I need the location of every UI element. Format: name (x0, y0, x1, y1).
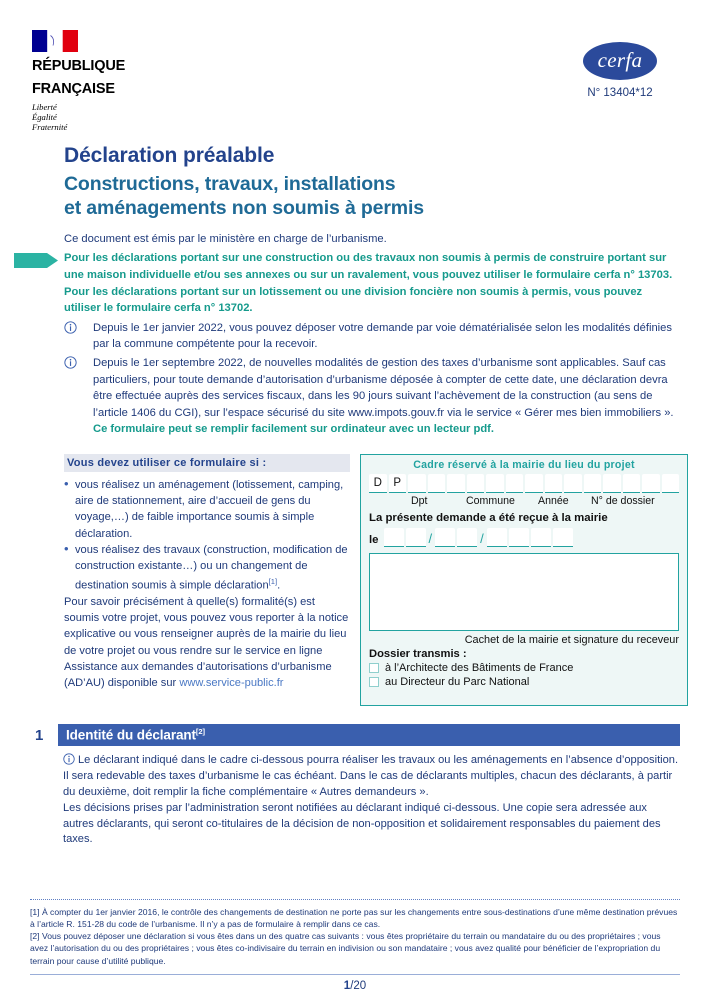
intro-note (64, 320, 680, 353)
intro-block (0, 231, 710, 438)
footnote-ref-1: [1] (268, 577, 278, 587)
usage-bullet-text: vous réalisez des travaux (construction, modification de construction existante…) ou un changement de destination soumis à simple déclaration (75, 543, 348, 592)
page-total: 20 (353, 980, 367, 992)
emphasis-paragraph (64, 250, 680, 316)
received-date-row (369, 528, 679, 547)
cerfa-block (560, 42, 680, 99)
cerfa-logo-icon (583, 42, 657, 80)
section-body-paragraph-2: Les décisions prises par l’administration seront notifiées au déclarant indiqué ci-dessous. Une copie sera adressée aux autres déclarants, qui seront co-titulaires de la décision de non-opposition et solidairement responsables du paiement des taxes. (63, 801, 661, 846)
date-year-cell[interactable] (553, 528, 573, 547)
label-commune: Commune (466, 494, 515, 507)
date-year-cell[interactable] (487, 528, 507, 547)
intro-note (64, 355, 680, 438)
dossier-cell[interactable] (545, 474, 563, 493)
mairie-panel-column (360, 454, 688, 706)
prefix-cell-p: P (389, 474, 407, 493)
date-prefix-label: le (369, 533, 379, 546)
dossier-cell[interactable] (408, 474, 426, 493)
emphasis-text: Pour les déclarations portant sur une construction ou des travaux non soumis à permis de construire portant sur une maison individuelle et/ou ses annexes ou sur un ravalement, vous pouvez utiliser le formulaire cerfa n° 13703. Pour les déclarations portant sur un lotissement ou une division foncière non soumis à permis, vous pouvez utiliser le formulaire cerfa n° 13702. (64, 252, 673, 315)
motto-fraternite: Fraternité (32, 122, 68, 133)
footnote-1: [1] À compter du 1er janvier 2016, le contrôle des changements de destination ne porte pas sur les changements entre sous-destinations d’une même destination prévues à l’article R. 151-28 du code de l’urbanisme. Il n’y a pas de formulaire à remplir dans ce cas. (30, 906, 678, 929)
date-separator: / (480, 530, 484, 546)
intro-note-text: Depuis le 1er septembre 2022, de nouvelles modalités de gestion des taxes d’urbanisme sont applicables. Sauf cas particuliers, pour toute demande d’autorisation d’urbanisme déposée à compter de cette date, une déclaration devra être effectuée auprès des services fiscaux, dans les 90 jours suivant l’achèvement de la construction (au sens de l’article 1406 du CGI), sur l’espace sécurisé du site www.impots.gouv.fr via le service « Gérer mes bien immobiliers ». (93, 356, 674, 419)
dossier-cell[interactable] (447, 474, 465, 493)
service-public-link[interactable]: www.service-public.fr (179, 677, 284, 690)
footer-divider-dotted (30, 899, 680, 900)
section-body (30, 753, 680, 848)
section-identite-declarant (0, 724, 710, 848)
ministry-line: Ce document est émis par le ministère en charge de l’urbanisme. (64, 233, 387, 245)
checkbox-label: à l’Architecte des Bâtiments de France (385, 661, 574, 674)
footnote-ref-2: [2] (195, 726, 205, 736)
dossier-number-row (369, 474, 679, 493)
date-day-cell[interactable] (384, 528, 404, 547)
checkbox-directeur-parc-national[interactable] (369, 677, 379, 687)
dossier-cell[interactable] (662, 474, 680, 493)
page-title: Déclaration préalable (64, 144, 275, 167)
usage-paragraph (64, 594, 350, 691)
arrow-marker-icon (14, 253, 58, 268)
date-month-cell[interactable] (435, 528, 455, 547)
dossier-cell[interactable] (428, 474, 446, 493)
intro-notes (64, 320, 680, 438)
checkbox-architecte-batiments[interactable] (369, 663, 379, 673)
usage-bullet (64, 542, 350, 594)
stamp-signature-box[interactable] (369, 553, 679, 631)
date-day-cell[interactable] (406, 528, 426, 547)
dossier-cell[interactable] (642, 474, 660, 493)
page-subtitle-line1: Constructions, travaux, installations (64, 173, 396, 195)
dossier-cell[interactable] (603, 474, 621, 493)
section-title-bar (58, 724, 680, 747)
two-column-band (0, 454, 710, 706)
footnote-2: [2] Vous pouvez déposer une déclaration si vous êtes dans un des quatre cas suivants : vous êtes propriétaire du terrain ou mandataire du ou des propriétaires ; vous avez l’autorisation du ou des propriétaires ; vous êtes co-indivisaire du terrain en indivision ou son mandataire ; vous avez qualité pour bénéficier de l’expropriation du terrain pour cause d’utilité publique. (30, 931, 661, 966)
prefix-cell-d: D (369, 474, 387, 493)
info-icon (64, 356, 77, 369)
motto-egalite: Égalité (32, 112, 57, 123)
checkbox-row-parc[interactable] (369, 676, 679, 688)
date-separator: / (428, 530, 433, 546)
dossier-cell[interactable] (506, 474, 524, 493)
section-title: Identité du déclarant (66, 727, 196, 743)
checkbox-row-abf[interactable] (369, 662, 679, 674)
usage-bullet-text: vous réalisez un aménagement (lotissement, camping, aire de stationnement, aire d’accueil de gens du voyage,…) de faible importance soumis à simple déclaration. (75, 478, 344, 540)
cerfa-number: N° 13404*12 (587, 87, 653, 99)
motto-liberte: Liberté (32, 102, 57, 112)
info-icon (64, 321, 77, 334)
mairie-reserved-panel (360, 454, 688, 706)
dossier-cell[interactable] (564, 474, 582, 493)
footer-divider-solid (30, 974, 680, 975)
date-year-cell[interactable] (509, 528, 529, 547)
section-header (30, 724, 680, 747)
label-numero-dossier: N° de dossier (591, 494, 655, 507)
section-number: 1 (35, 726, 44, 744)
french-flag-icon (32, 30, 78, 52)
page-footer (0, 899, 710, 1000)
intro-note-highlight: Ce formulaire peut se remplir facilement sur ordinateur avec un lecteur pdf. (93, 423, 494, 436)
dossier-field-labels (369, 495, 679, 509)
page-header (0, 0, 710, 133)
page-title-block (0, 142, 710, 220)
usage-bullet (64, 477, 350, 542)
cerfa-logo-text: cerfa (597, 47, 643, 72)
page-current: 1 (343, 980, 351, 992)
date-month-cell[interactable] (457, 528, 477, 547)
date-year-cell[interactable] (531, 528, 551, 547)
stamp-caption: Cachet de la mairie et signature du receveur (464, 633, 679, 646)
dossier-cell[interactable] (467, 474, 485, 493)
dossier-cell[interactable] (623, 474, 641, 493)
republique-line1: RÉPUBLIQUE (32, 58, 126, 74)
label-dpt: Dpt (411, 494, 428, 507)
section-body-paragraph-1: Le déclarant indiqué dans le cadre ci-dessous pourra réaliser les travaux ou les aménagements en l’absence d’opposition. Il sera redevable des taxes d’urbanisme le cas échéant. Dans le cas de déclarants multiples, chacun des déclarants, à partir du deuxième, doit remplir la fiche complémentaire « Autres demandeurs ». (63, 754, 679, 799)
mairie-panel-title: Cadre réservé à la mairie du lieu du projet (413, 458, 635, 471)
intro-note-text: Depuis le 1er janvier 2022, vous pouvez déposer votre demande par voie dématérialisée selon les modalités définies par la commune compétente pour la recevoir. (93, 321, 672, 351)
received-label: La présente demande a été reçue à la mairie (369, 511, 608, 524)
label-annee: Année (538, 494, 569, 507)
dossier-cell[interactable] (486, 474, 504, 493)
page-separator: / (350, 980, 354, 992)
republique-francaise-logo (32, 30, 152, 133)
dossier-transmis-label: Dossier transmis : (369, 647, 467, 660)
page-subtitle-line2: et aménagements non soumis à permis (64, 197, 424, 219)
dossier-cell[interactable] (584, 474, 602, 493)
page-number (30, 980, 680, 992)
usage-paragraph-text: Pour savoir précisément à quelle(s) formalité(s) est soumis votre projet, vous pouvez vous reporter à la notice explicative ou vous renseigner auprès de la mairie du lieu de votre projet ou vous rendre sur le service en ligne Assistance aux demandes d’autorisations d’urbanisme (AD’AU) disponible sur (64, 596, 349, 690)
checkbox-label: au Directeur du Parc National (385, 675, 530, 688)
usage-column (64, 454, 350, 706)
usage-bullet-tail: . (277, 579, 281, 592)
republique-line2: FRANÇAISE (32, 80, 115, 97)
info-icon (63, 753, 75, 765)
usage-heading: Vous devez utiliser ce formulaire si : (64, 454, 350, 472)
dossier-cell[interactable] (525, 474, 543, 493)
